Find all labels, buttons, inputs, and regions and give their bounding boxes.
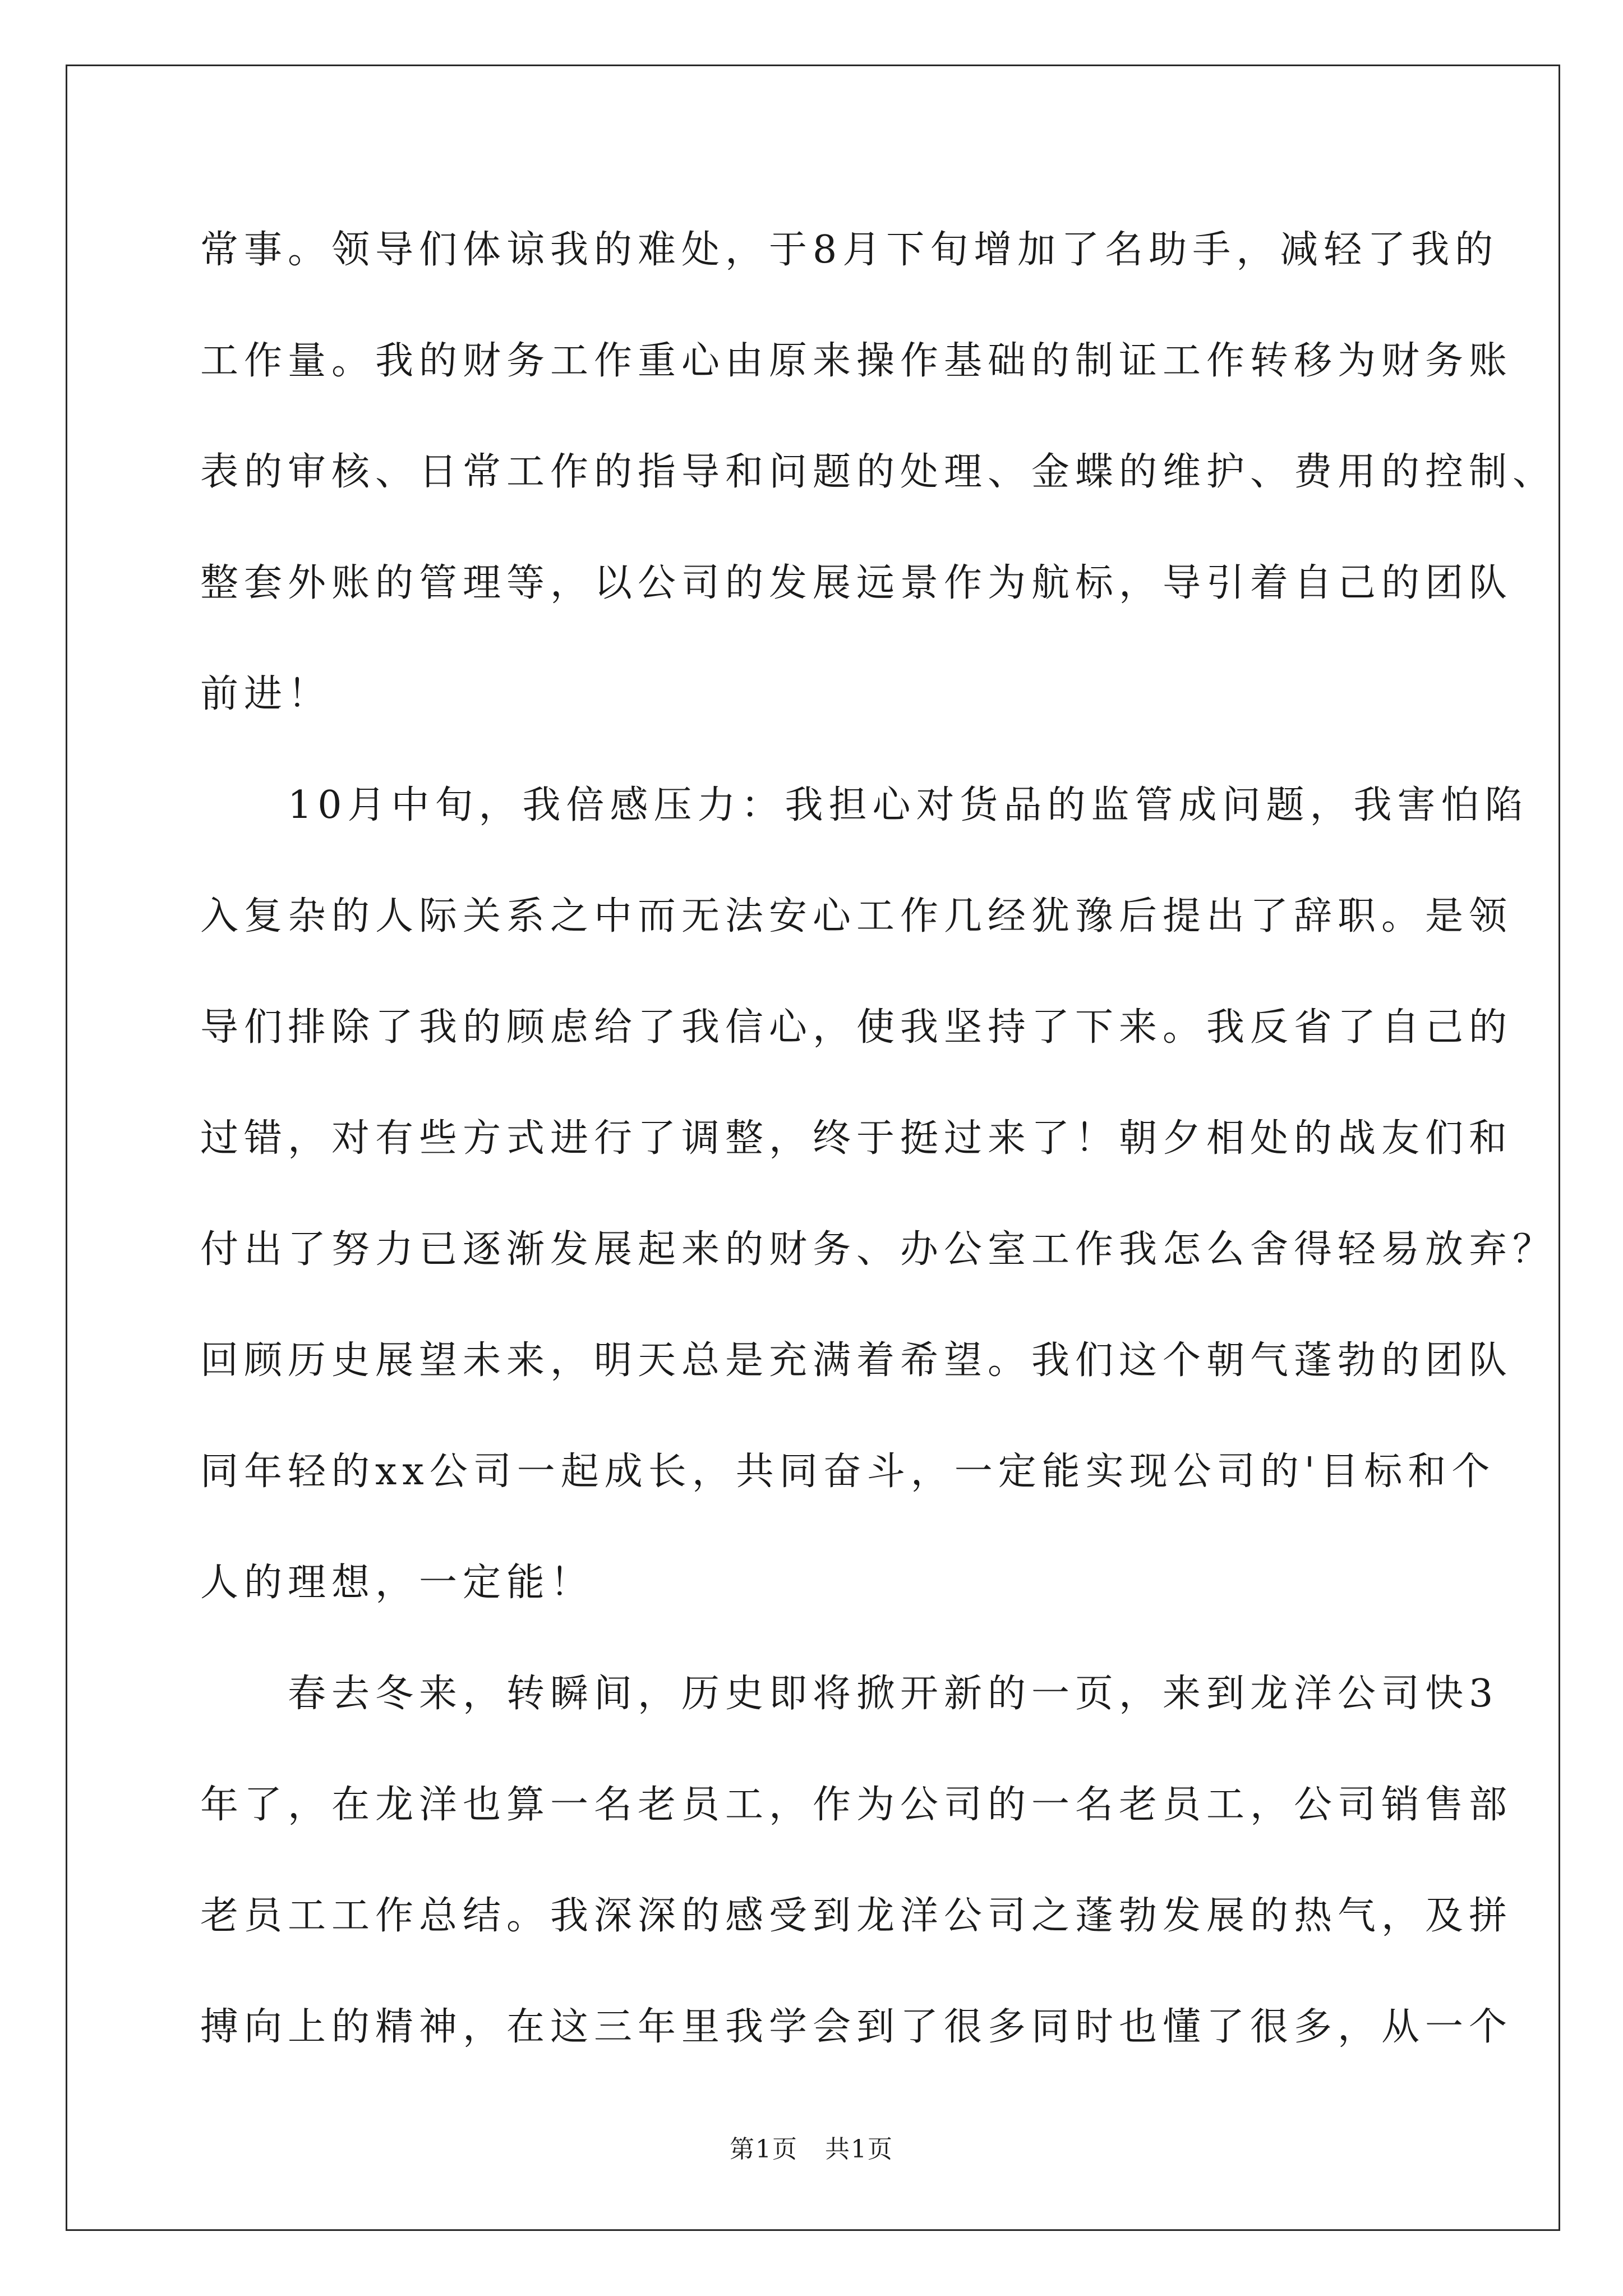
text-line: 整套外账的管理等，以公司的发展远景作为航标，导引着自己的团队 xyxy=(200,561,1513,605)
text-line: 10月中旬，我倍感压力：我担心对货品的监管成问题，我害怕陷 xyxy=(200,783,1529,827)
text-line: 付出了努力已逐渐发展起来的财务、办公室工作我怎么舍得轻易放弃？ xyxy=(200,1227,1557,1272)
text-line: 搏向上的精神，在这三年里我学会到了很多同时也懂了很多，从一个 xyxy=(200,2005,1513,2049)
text-line: 前进！ xyxy=(200,672,332,716)
document-body xyxy=(200,206,1557,2095)
text-line: 导们排除了我的顾虑给了我信心，使我坚持了下来。我反省了自己的 xyxy=(200,1005,1513,1050)
text-line: 过错，对有些方式进行了调整，终于挺过来了！朝夕相处的战友们和 xyxy=(200,1116,1513,1161)
text-line: 入复杂的人际关系之中而无法安心工作几经犹豫后提出了辞职。是领 xyxy=(200,894,1513,938)
page-number-current: 第1页 xyxy=(730,2135,798,2164)
text-line: 年了，在龙洋也算一名老员工，作为公司的一名老员工，公司销售部 xyxy=(200,1783,1513,1827)
text-line: 人的理想，一定能！ xyxy=(200,1561,594,1605)
text-line: 工作量。我的财务工作重心由原来操作基础的制证工作转移为财务账 xyxy=(200,339,1513,383)
text-line: 常事。领导们体谅我的难处，于8月下旬增加了名助手，减轻了我的 xyxy=(200,228,1499,272)
text-line: 老员工工作总结。我深深的感受到龙洋公司之蓬勃发展的热气，及拼 xyxy=(200,1894,1513,1938)
text-line: 回顾历史展望未来，明天总是充满着希望。我们这个朝气蓬勃的团队 xyxy=(200,1338,1513,1383)
page-number-total: 共1页 xyxy=(825,2135,893,2164)
text-line: 表的审核、日常工作的指导和问题的处理、金蝶的维护、费用的控制、 xyxy=(200,450,1557,494)
text-line: 同年轻的xx公司一起成长，共同奋斗，一定能实现公司的'目标和个 xyxy=(200,1450,1496,1494)
page-footer xyxy=(0,2129,1623,2165)
text-line: 春去冬来，转瞬间，历史即将掀开新的一页，来到龙洋公司快3 xyxy=(200,1672,1499,1716)
